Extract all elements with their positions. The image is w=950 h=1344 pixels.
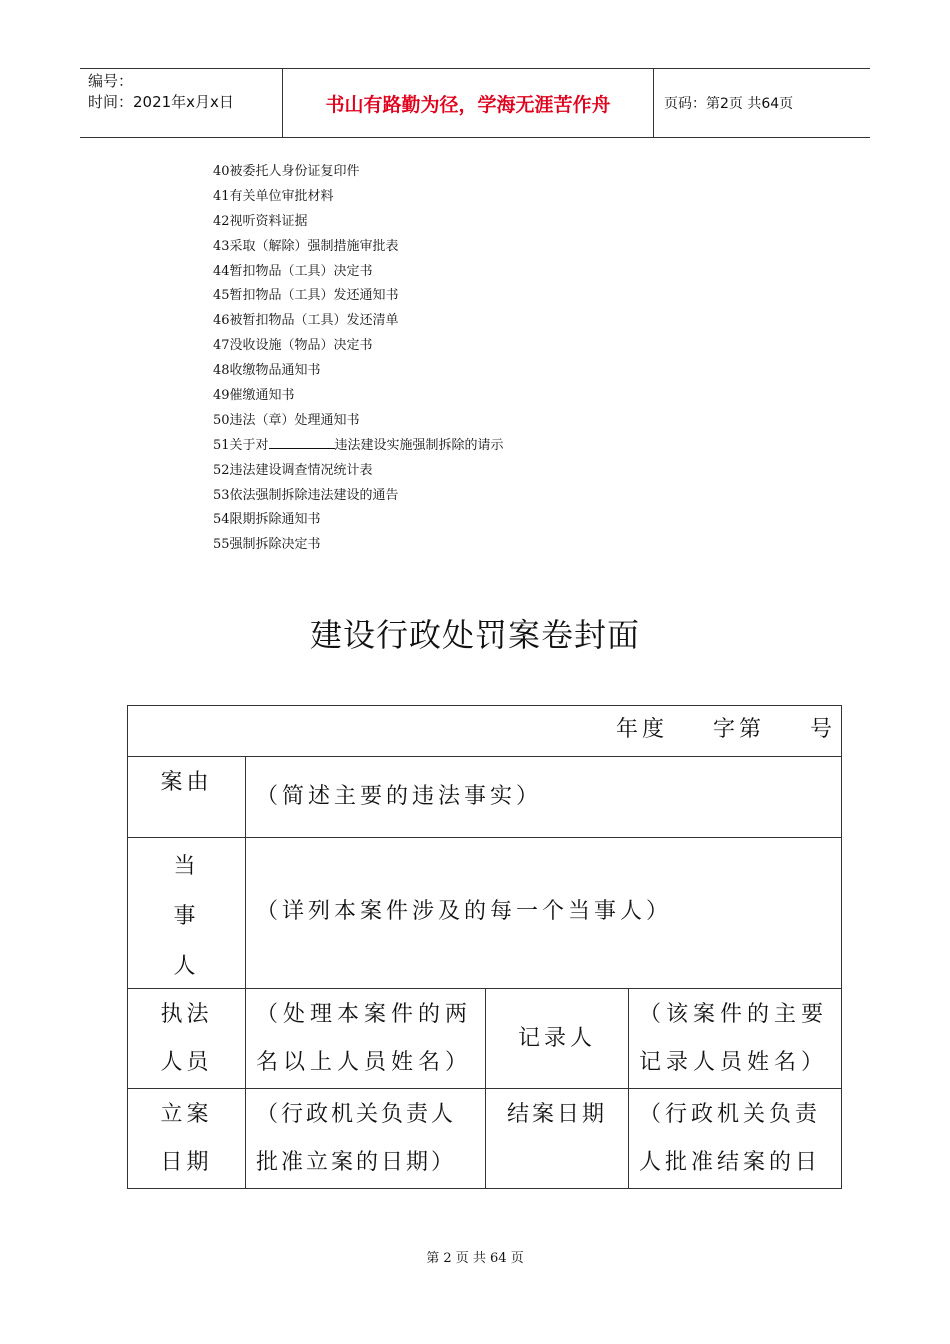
recorder-label-cell [485,988,629,1089]
filing-date-value-cell [245,1088,486,1189]
case-cover-table [127,705,842,1189]
party-label-char: 当 [173,854,200,879]
party-label [128,838,245,992]
year-label: 年度 [616,717,669,742]
hao-label: 号 [810,717,837,742]
list-item-text: 51关于对 [213,437,269,453]
closing-date-value-line: （行政机关负责 [639,1102,822,1127]
officers-value-line: （处理本案件的两 [256,1002,473,1027]
list-item: 46被暂扣物品（工具）发还清单 [213,313,399,329]
case-reason-value: （简述主要的违法事实） [256,784,543,809]
recorder-label: 记录人 [517,1025,596,1051]
filing-date-value-line: 批准立案的日期） [256,1150,457,1175]
list-item-text: 违法建设实施强制拆除的请示 [334,437,504,453]
closing-date-value-line: 人批准结案的日 [639,1150,822,1175]
list-item: 55强制拆除决定书 [213,537,321,553]
list-item: 45暂扣物品（工具）发还通知书 [213,288,399,304]
list-item: 41有关单位审批材料 [213,188,334,204]
closing-date-value [639,1091,821,1187]
year-number-row [127,705,842,757]
zi-di-label: 字第 [713,717,766,742]
officers-value [256,991,472,1087]
closing-date-value-cell [628,1088,842,1189]
officers-label-line: 人员 [160,1050,213,1075]
list-item: 49催缴通知书 [213,388,295,404]
case-reason-label-cell [127,756,246,838]
filing-date-label-cell [127,1088,246,1189]
case-reason-value-cell [245,756,842,838]
filing-date-label [128,1089,245,1187]
closing-date-label-cell [485,1088,629,1189]
recorder-value-line: （该案件的主要 [639,1002,829,1027]
filing-date-value [256,1091,456,1187]
time-label: 时间：2021年x月x日 [88,93,234,111]
list-item: 42视听资料证据 [213,213,308,229]
closing-date-label: 结案日期 [506,1102,607,1127]
party-value-cell [245,837,842,989]
officers-value-cell [245,988,486,1089]
list-item: 48收缴物品通知书 [213,363,321,379]
list-item: 44暂扣物品（工具）决定书 [213,263,373,279]
filing-date-label-line: 立案 [160,1102,213,1127]
officers-label [128,989,245,1087]
document-title: 建设行政处罚案卷封面 [309,616,640,654]
serial-number-label: 编号： [88,72,134,90]
header-meta [88,71,284,113]
header-page-number: 页码：第2页 共64页 [664,96,794,112]
officers-label-cell [127,988,246,1089]
list-item [213,434,504,459]
list-item: 54限期拆除通知书 [213,512,321,528]
case-reason-label: 案由 [160,770,213,795]
page-footer: 第 2 页 共 64 页 [426,1251,524,1266]
recorder-value-line: 记录人员姓名） [639,1050,829,1075]
recorder-value-cell [628,988,842,1089]
list-item: 43采取（解除）强制措施审批表 [213,238,399,254]
list-item: 50违法（章）处理通知书 [213,412,360,428]
list-item: 47没收设施（物品）决定书 [213,338,373,354]
header-motto: 书山有路勤为径，学海无涯苦作舟 [325,93,611,116]
page-header [80,68,870,138]
list-item: 53依法强制拆除违法建设的通告 [213,487,399,503]
header-divider [653,69,654,137]
party-label-char: 事 [173,904,200,929]
recorder-value [639,991,828,1087]
list-item: 52违法建设调查情况统计表 [213,462,373,478]
party-label-char: 人 [173,954,200,979]
filing-date-label-line: 日期 [160,1150,213,1175]
officers-value-line: 名以上人员姓名） [256,1050,473,1075]
blank-underline [269,436,335,449]
officers-label-line: 执法 [160,1002,213,1027]
party-label-cell [127,837,246,989]
party-value: （详列本案件涉及的每一个当事人） [256,899,673,924]
filing-date-value-line: （行政机关负责人 [256,1102,457,1127]
document-index-list [213,160,504,558]
list-item: 40被委托人身份证复印件 [213,164,360,179]
